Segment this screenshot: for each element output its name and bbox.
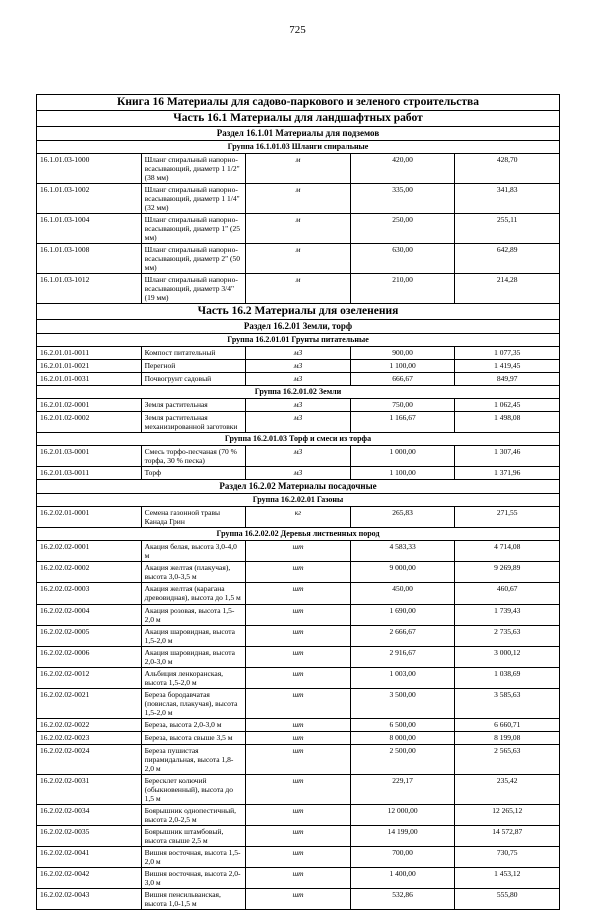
item-name: Шланг спиральный напорно-всасывающий, диаметр 3/4" (19 мм) xyxy=(141,274,246,304)
item-code: 16.2.02.02-0006 xyxy=(37,647,142,668)
item-code: 16.2.01.01-0031 xyxy=(37,373,142,386)
item-code: 16.2.02.02-0002 xyxy=(37,562,142,583)
item-code: 16.2.02.02-0035 xyxy=(37,826,142,847)
item-unit: шт xyxy=(246,647,351,668)
item-name: Смесь торфо-песчаная (70 % торфа, 30 % песка) xyxy=(141,446,246,467)
item-code: 16.2.02.02-0023 xyxy=(37,732,142,745)
item-price-base: 335,00 xyxy=(350,184,455,214)
item-price-current: 428,70 xyxy=(455,154,560,184)
item-code: 16.2.02.02-0042 xyxy=(37,868,142,889)
group-title: Группа 16.2.02.02 Деревья лиственных пород xyxy=(37,528,560,541)
item-name: Почвогрунт садовый xyxy=(141,373,246,386)
item-code: 16.1.01.03-1004 xyxy=(37,214,142,244)
group-title: Группа 16.2.01.02 Земли xyxy=(37,386,560,399)
item-unit: м3 xyxy=(246,373,351,386)
item-code: 16.2.02.02-0001 xyxy=(37,541,142,562)
item-unit: шт xyxy=(246,605,351,626)
item-unit: м3 xyxy=(246,467,351,480)
item-price-current: 1 739,43 xyxy=(455,605,560,626)
item-code: 16.2.02.02-0034 xyxy=(37,805,142,826)
item-price-current: 12 265,12 xyxy=(455,805,560,826)
item-price-base: 2 666,67 xyxy=(350,626,455,647)
item-price-current: 1 062,45 xyxy=(455,399,560,412)
table-row xyxy=(37,719,560,732)
table-row xyxy=(37,347,560,360)
item-unit: шт xyxy=(246,847,351,868)
item-code: 16.2.01.02-0001 xyxy=(37,399,142,412)
item-price-current: 642,89 xyxy=(455,244,560,274)
page-number: 725 xyxy=(289,24,306,36)
item-name: Вишня восточная, высота 1,5-2,0 м xyxy=(141,847,246,868)
item-price-current: 235,42 xyxy=(455,775,560,805)
item-price-base: 2 916,67 xyxy=(350,647,455,668)
item-unit: м3 xyxy=(246,347,351,360)
item-unit: м xyxy=(246,244,351,274)
item-price-base: 900,00 xyxy=(350,347,455,360)
item-code: 16.2.01.01-0021 xyxy=(37,360,142,373)
item-name: Акация розовая, высота 1,5-2,0 м xyxy=(141,605,246,626)
item-price-base: 6 500,00 xyxy=(350,719,455,732)
book-title-row xyxy=(37,95,560,111)
item-name: Акация шаровидная, высота 1,5-2,0 м xyxy=(141,626,246,647)
item-name: Шланг спиральный напорно-всасывающий, диаметр 1 1/2" (38 мм) xyxy=(141,154,246,184)
item-price-current: 3 000,12 xyxy=(455,647,560,668)
item-code: 16.2.02.02-0022 xyxy=(37,719,142,732)
item-code: 16.2.01.02-0002 xyxy=(37,412,142,433)
item-name: Вишня восточная, высота 2,0-3,0 м xyxy=(141,868,246,889)
item-code: 16.2.02.02-0043 xyxy=(37,889,142,910)
item-price-base: 1 100,00 xyxy=(350,360,455,373)
table-row xyxy=(37,274,560,304)
section-title-row xyxy=(37,320,560,334)
item-price-current: 14 572,87 xyxy=(455,826,560,847)
item-code: 16.2.02.02-0021 xyxy=(37,689,142,719)
item-unit: шт xyxy=(246,668,351,689)
item-price-current: 4 714,08 xyxy=(455,541,560,562)
item-price-base: 210,00 xyxy=(350,274,455,304)
item-price-base: 4 583,33 xyxy=(350,541,455,562)
item-price-current: 6 660,71 xyxy=(455,719,560,732)
item-code: 16.2.01.01-0011 xyxy=(37,347,142,360)
item-code: 16.2.02.02-0031 xyxy=(37,775,142,805)
item-unit: м3 xyxy=(246,360,351,373)
item-code: 16.2.02.02-0004 xyxy=(37,605,142,626)
item-price-base: 420,00 xyxy=(350,154,455,184)
group-title-row xyxy=(37,334,560,347)
section-title-row xyxy=(37,127,560,141)
item-unit: шт xyxy=(246,719,351,732)
item-code: 16.2.01.03-0001 xyxy=(37,446,142,467)
item-code: 16.1.01.03-1008 xyxy=(37,244,142,274)
table-row xyxy=(37,826,560,847)
item-unit: шт xyxy=(246,826,351,847)
item-price-base: 1 400,00 xyxy=(350,868,455,889)
item-name: Бересклет колючий (обыкновенный), высота до 1,5 м xyxy=(141,775,246,805)
item-price-current: 1 371,96 xyxy=(455,467,560,480)
part-title-row xyxy=(37,111,560,127)
item-price-current: 9 269,89 xyxy=(455,562,560,583)
book-title: Книга 16 Материалы для садово-паркового и зеленого строительства xyxy=(37,95,560,111)
item-name: Альбиция ленкоранская, высота 1,5-2,0 м xyxy=(141,668,246,689)
item-name: Береза бородавчатая (повислая, плакучая), высота 1,5-2,0 м xyxy=(141,689,246,719)
table-row xyxy=(37,689,560,719)
item-name: Семена газонной травы Канада Грин xyxy=(141,507,246,528)
item-price-current: 1 498,08 xyxy=(455,412,560,433)
item-price-current: 1 077,35 xyxy=(455,347,560,360)
item-price-current: 2 735,63 xyxy=(455,626,560,647)
table-row xyxy=(37,541,560,562)
item-price-base: 450,00 xyxy=(350,583,455,605)
table-row xyxy=(37,605,560,626)
item-code: 16.2.01.03-0011 xyxy=(37,467,142,480)
table-row xyxy=(37,805,560,826)
section-title: Раздел 16.2.02 Материалы посадочные xyxy=(37,480,560,494)
item-unit: шт xyxy=(246,583,351,605)
item-price-current: 1 307,46 xyxy=(455,446,560,467)
item-price-current: 1 419,45 xyxy=(455,360,560,373)
item-name: Береза, высота 2,0-3,0 м xyxy=(141,719,246,732)
item-price-base: 1 100,00 xyxy=(350,467,455,480)
table-row xyxy=(37,373,560,386)
table-row xyxy=(37,399,560,412)
item-price-base: 3 500,00 xyxy=(350,689,455,719)
item-name: Акация желтая (плакучая), высота 3,0-3,5 м xyxy=(141,562,246,583)
item-price-current: 730,75 xyxy=(455,847,560,868)
item-price-current: 555,80 xyxy=(455,889,560,910)
table-row xyxy=(37,732,560,745)
item-unit: шт xyxy=(246,745,351,775)
item-unit: шт xyxy=(246,868,351,889)
item-price-current: 460,67 xyxy=(455,583,560,605)
item-price-current: 3 585,63 xyxy=(455,689,560,719)
item-name: Вишня пенсильванская, высота 1,0-1,5 м xyxy=(141,889,246,910)
part-title-row xyxy=(37,304,560,320)
table-row xyxy=(37,154,560,184)
item-name: Перегной xyxy=(141,360,246,373)
item-name: Акация желтая (карагана древовидная), высота до 1,5 м xyxy=(141,583,246,605)
item-unit: шт xyxy=(246,541,351,562)
item-unit: м xyxy=(246,274,351,304)
table-row xyxy=(37,745,560,775)
table-row xyxy=(37,868,560,889)
item-name: Шланг спиральный напорно-всасывающий, диаметр 1 1/4" (32 мм) xyxy=(141,184,246,214)
item-price-current: 849,97 xyxy=(455,373,560,386)
table-row xyxy=(37,668,560,689)
item-price-current: 214,28 xyxy=(455,274,560,304)
item-price-base: 250,00 xyxy=(350,214,455,244)
item-code: 16.2.02.02-0024 xyxy=(37,745,142,775)
price-table-body xyxy=(37,95,560,910)
item-price-base: 1 000,00 xyxy=(350,446,455,467)
item-price-current: 8 199,08 xyxy=(455,732,560,745)
item-price-base: 1 003,00 xyxy=(350,668,455,689)
item-price-base: 14 199,00 xyxy=(350,826,455,847)
table-row xyxy=(37,214,560,244)
item-price-base: 1 166,67 xyxy=(350,412,455,433)
item-code: 16.1.01.03-1000 xyxy=(37,154,142,184)
item-price-base: 2 500,00 xyxy=(350,745,455,775)
table-row xyxy=(37,467,560,480)
group-title-row xyxy=(37,141,560,154)
item-price-base: 1 690,00 xyxy=(350,605,455,626)
table-row xyxy=(37,446,560,467)
item-unit: шт xyxy=(246,689,351,719)
table-row xyxy=(37,412,560,433)
item-code: 16.2.02.02-0012 xyxy=(37,668,142,689)
table-row xyxy=(37,507,560,528)
item-price-current: 1 038,69 xyxy=(455,668,560,689)
table-row xyxy=(37,562,560,583)
item-name: Акация белая, высота 3,0-4,0 м xyxy=(141,541,246,562)
section-title: Раздел 16.2.01 Земли, торф xyxy=(37,320,560,334)
item-unit: шт xyxy=(246,626,351,647)
item-unit: шт xyxy=(246,732,351,745)
table-row xyxy=(37,647,560,668)
item-name: Боярышник штамбовый, высота свыше 2,5 м xyxy=(141,826,246,847)
item-price-base: 265,83 xyxy=(350,507,455,528)
item-name: Акация шаровидная, высота 2,0-3,0 м xyxy=(141,647,246,668)
price-table xyxy=(36,94,560,910)
item-unit: м xyxy=(246,184,351,214)
item-unit: шт xyxy=(246,889,351,910)
table-row xyxy=(37,626,560,647)
item-unit: м xyxy=(246,154,351,184)
item-price-current: 2 565,63 xyxy=(455,745,560,775)
item-code: 16.2.02.02-0005 xyxy=(37,626,142,647)
item-unit: шт xyxy=(246,775,351,805)
item-name: Шланг спиральный напорно-всасывающий, диаметр 1" (25 мм) xyxy=(141,214,246,244)
item-code: 16.1.01.03-1002 xyxy=(37,184,142,214)
item-unit: шт xyxy=(246,562,351,583)
table-row xyxy=(37,360,560,373)
item-name: Земля растительная механизированной заготовки xyxy=(141,412,246,433)
item-name: Торф xyxy=(141,467,246,480)
item-name: Береза пушистая пирамидальная, высота 1,8-2,0 м xyxy=(141,745,246,775)
table-row xyxy=(37,847,560,868)
part-title: Часть 16.1 Материалы для ландшафтных работ xyxy=(37,111,560,127)
item-price-current: 271,55 xyxy=(455,507,560,528)
group-title: Группа 16.1.01.03 Шланги спиральные xyxy=(37,141,560,154)
item-unit: шт xyxy=(246,805,351,826)
item-code: 16.2.02.02-0041 xyxy=(37,847,142,868)
table-row xyxy=(37,775,560,805)
group-title-row xyxy=(37,386,560,399)
group-title-row xyxy=(37,528,560,541)
part-title: Часть 16.2 Материалы для озеленения xyxy=(37,304,560,320)
item-price-base: 229,17 xyxy=(350,775,455,805)
item-name: Шланг спиральный напорно-всасывающий, диаметр 2" (50 мм) xyxy=(141,244,246,274)
table-row xyxy=(37,889,560,910)
table-row xyxy=(37,583,560,605)
item-price-base: 532,86 xyxy=(350,889,455,910)
item-name: Компост питательный xyxy=(141,347,246,360)
item-name: Боярышник однопестичный, высота 2,0-2,5 м xyxy=(141,805,246,826)
item-code: 16.2.02.02-0003 xyxy=(37,583,142,605)
group-title-row xyxy=(37,433,560,446)
item-name: Береза, высота свыше 3,5 м xyxy=(141,732,246,745)
group-title-row xyxy=(37,494,560,507)
section-title: Раздел 16.1.01 Материалы для подземов xyxy=(37,127,560,141)
item-price-base: 666,67 xyxy=(350,373,455,386)
item-price-base: 700,00 xyxy=(350,847,455,868)
item-unit: м3 xyxy=(246,446,351,467)
item-unit: м3 xyxy=(246,412,351,433)
item-price-base: 630,00 xyxy=(350,244,455,274)
item-unit: м3 xyxy=(246,399,351,412)
group-title: Группа 16.2.01.03 Торф и смеси из торфа xyxy=(37,433,560,446)
item-price-current: 255,11 xyxy=(455,214,560,244)
table-row xyxy=(37,184,560,214)
item-code: 16.1.01.03-1012 xyxy=(37,274,142,304)
table-row xyxy=(37,244,560,274)
item-code: 16.2.02.01-0001 xyxy=(37,507,142,528)
item-unit: кг xyxy=(246,507,351,528)
item-price-current: 1 453,12 xyxy=(455,868,560,889)
item-price-current: 341,83 xyxy=(455,184,560,214)
item-price-base: 8 000,00 xyxy=(350,732,455,745)
group-title: Группа 16.2.01.01 Грунты питательные xyxy=(37,334,560,347)
item-price-base: 9 000,00 xyxy=(350,562,455,583)
item-name: Земля растительная xyxy=(141,399,246,412)
item-unit: м xyxy=(246,214,351,244)
section-title-row xyxy=(37,480,560,494)
item-price-base: 750,00 xyxy=(350,399,455,412)
item-price-base: 12 000,00 xyxy=(350,805,455,826)
group-title: Группа 16.2.02.01 Газоны xyxy=(37,494,560,507)
